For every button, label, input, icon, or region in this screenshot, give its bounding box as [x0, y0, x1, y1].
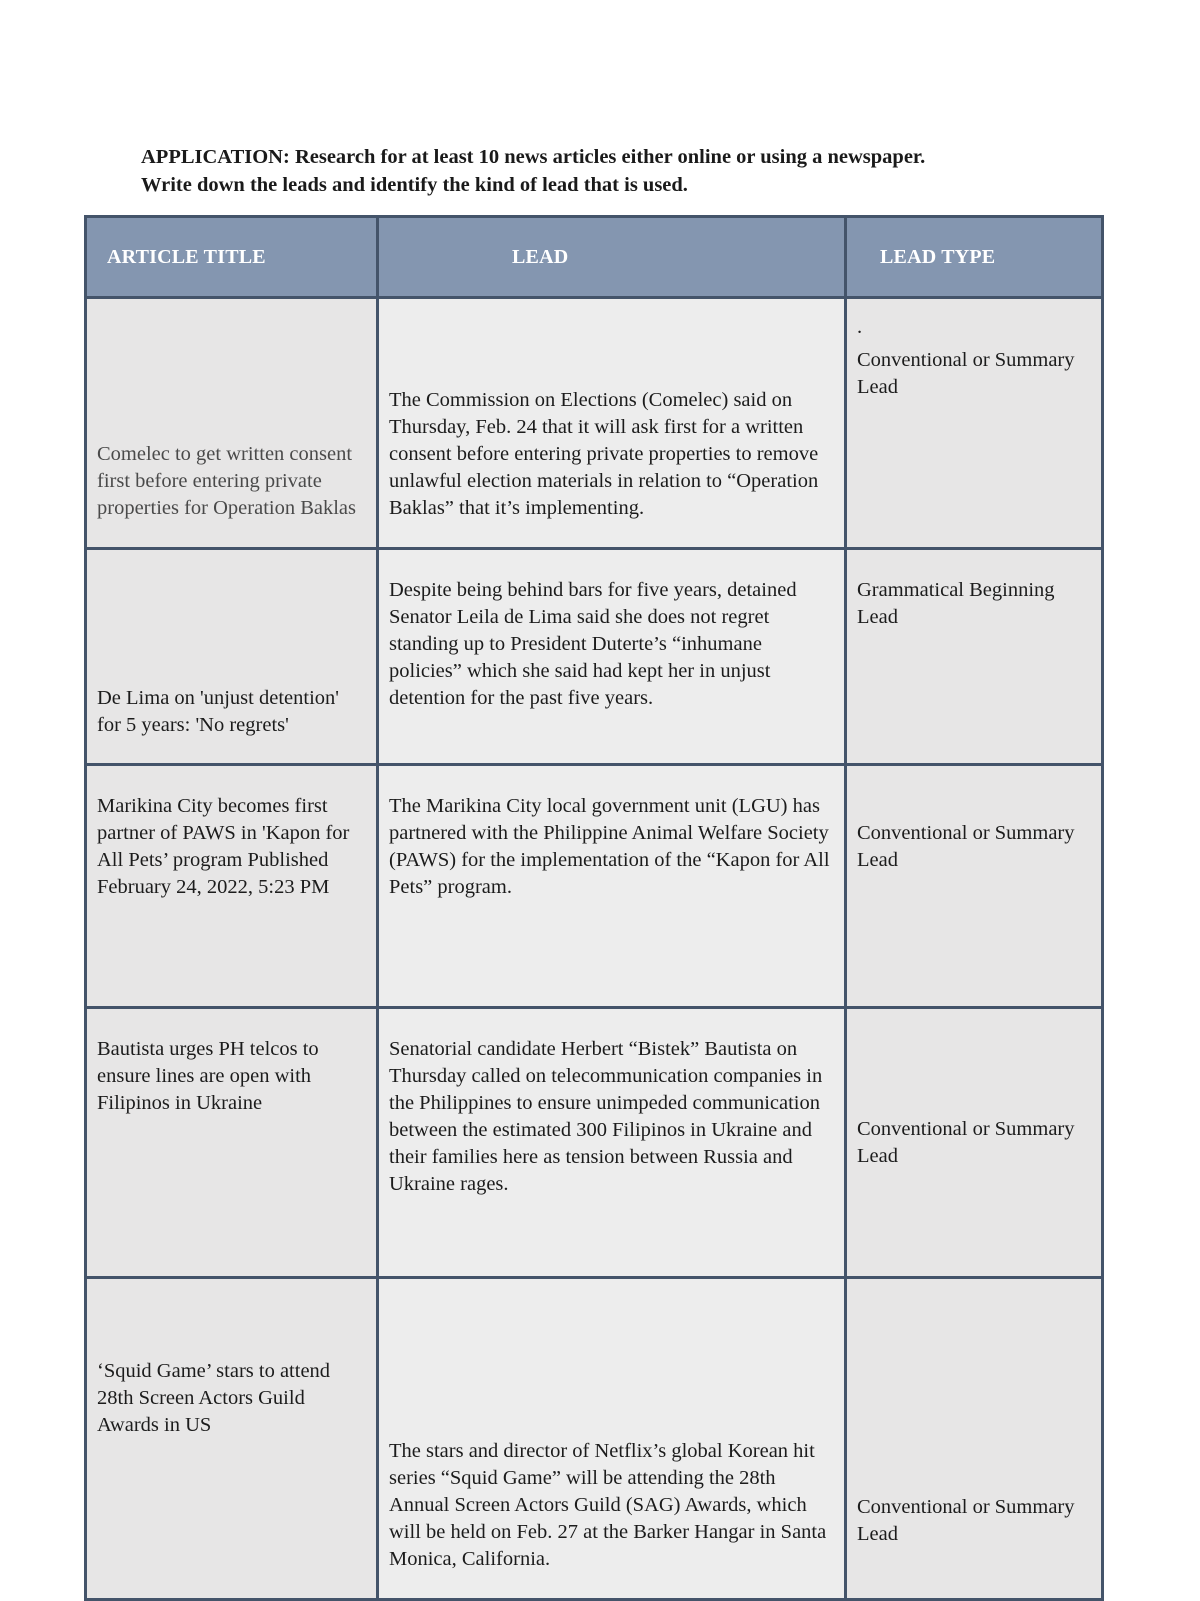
- article-title-cell: [86, 1278, 378, 1600]
- table-header-row: [86, 217, 1103, 298]
- header-article-title: ARTICLE TITLE: [86, 217, 378, 298]
- lead-type-cell: [846, 549, 1103, 765]
- table-row: [86, 549, 1103, 765]
- article-title-cell: [86, 1008, 378, 1278]
- lead-cell: [378, 1008, 846, 1278]
- lead-text: Senatorial candidate Herbert “Bistek” Bautista on Thursday called on telecommunication companies in the Philippines to ensure unimpeded communication between the estimated 300 Filipinos in Ukraine and their families here as tension between Russia and Ukraine rages.: [389, 1038, 823, 1195]
- article-title: Comelec to get written consent first before entering private properties for Operation Baklas: [97, 443, 357, 519]
- lead-type-cell: [846, 298, 1103, 549]
- lead-text: The Marikina City local government unit (LGU) has partnered with the Philippine Animal Welfare Society (PAWS) for the implementation of the “Kapon for All Pets” program.: [389, 795, 830, 898]
- lead-cell: [378, 1278, 846, 1600]
- lead-type-cell: [846, 1008, 1103, 1278]
- lead-type: Conventional or Summary Lead: [857, 349, 1075, 398]
- article-title-cell: [86, 549, 378, 765]
- lead-type: Conventional or Summary Lead: [857, 822, 1075, 871]
- article-title: ‘Squid Game’ stars to attend 28th Screen Actors Guild Awards in US: [97, 1360, 331, 1436]
- header-lead: LEAD: [378, 217, 846, 298]
- lead-table: [84, 215, 1104, 1601]
- lead-text: The stars and director of Netflix’s global Korean hit series “Squid Game” will be attending the 28th Annual Screen Actors Guild (SAG) Awards, which will be held on Feb. 27 at the Barker Hangar in Santa Monica, California.: [389, 1440, 827, 1570]
- article-title-cell: [86, 298, 378, 549]
- lead-type: Conventional or Summary Lead: [857, 1117, 1075, 1167]
- article-title: De Lima on 'unjust detention' for 5 years: 'No regrets': [97, 687, 339, 736]
- lead-text: The Commission on Elections (Comelec) said on Thursday, Feb. 24 that it will ask first for a written consent before entering private properties to remove unlawful election materials in relation to “Operation Baklas” that it’s implementing.: [389, 389, 819, 519]
- table-row: [86, 1008, 1103, 1278]
- header-lead-type: LEAD TYPE: [846, 217, 1103, 298]
- lead-type-cell: [846, 765, 1103, 1008]
- instructions: [141, 143, 1101, 199]
- instructions-line-1: APPLICATION: Research for at least 10 news articles either online or using a newspaper.: [141, 146, 926, 168]
- article-title-cell: [86, 765, 378, 1008]
- lead-type-cell: [846, 1278, 1103, 1600]
- lead-type-mark: .: [857, 316, 863, 338]
- table-row: [86, 765, 1103, 1008]
- lead-cell: [378, 765, 846, 1008]
- lead-type: Conventional or Summary Lead: [857, 1496, 1075, 1545]
- article-title: Bautista urges PH telcos to ensure lines are open with Filipinos in Ukraine: [97, 1038, 319, 1114]
- table-row: [86, 298, 1103, 549]
- lead-text: Despite being behind bars for five years, detained Senator Leila de Lima said she does not regret standing up to President Duterte’s “inhumane policies” which she said had kept her in unjust detention for the past five years.: [389, 579, 797, 709]
- lead-cell: [378, 298, 846, 549]
- lead-type: Grammatical Beginning Lead: [857, 579, 1055, 628]
- table-row: [86, 1278, 1103, 1600]
- lead-cell: [378, 549, 846, 765]
- article-title: Marikina City becomes first partner of PAWS in 'Kapon for All Pets’ program Published February 24, 2022, 5:23 PM: [97, 795, 350, 898]
- instructions-line-2: Write down the leads and identify the kind of lead that is used.: [141, 174, 688, 196]
